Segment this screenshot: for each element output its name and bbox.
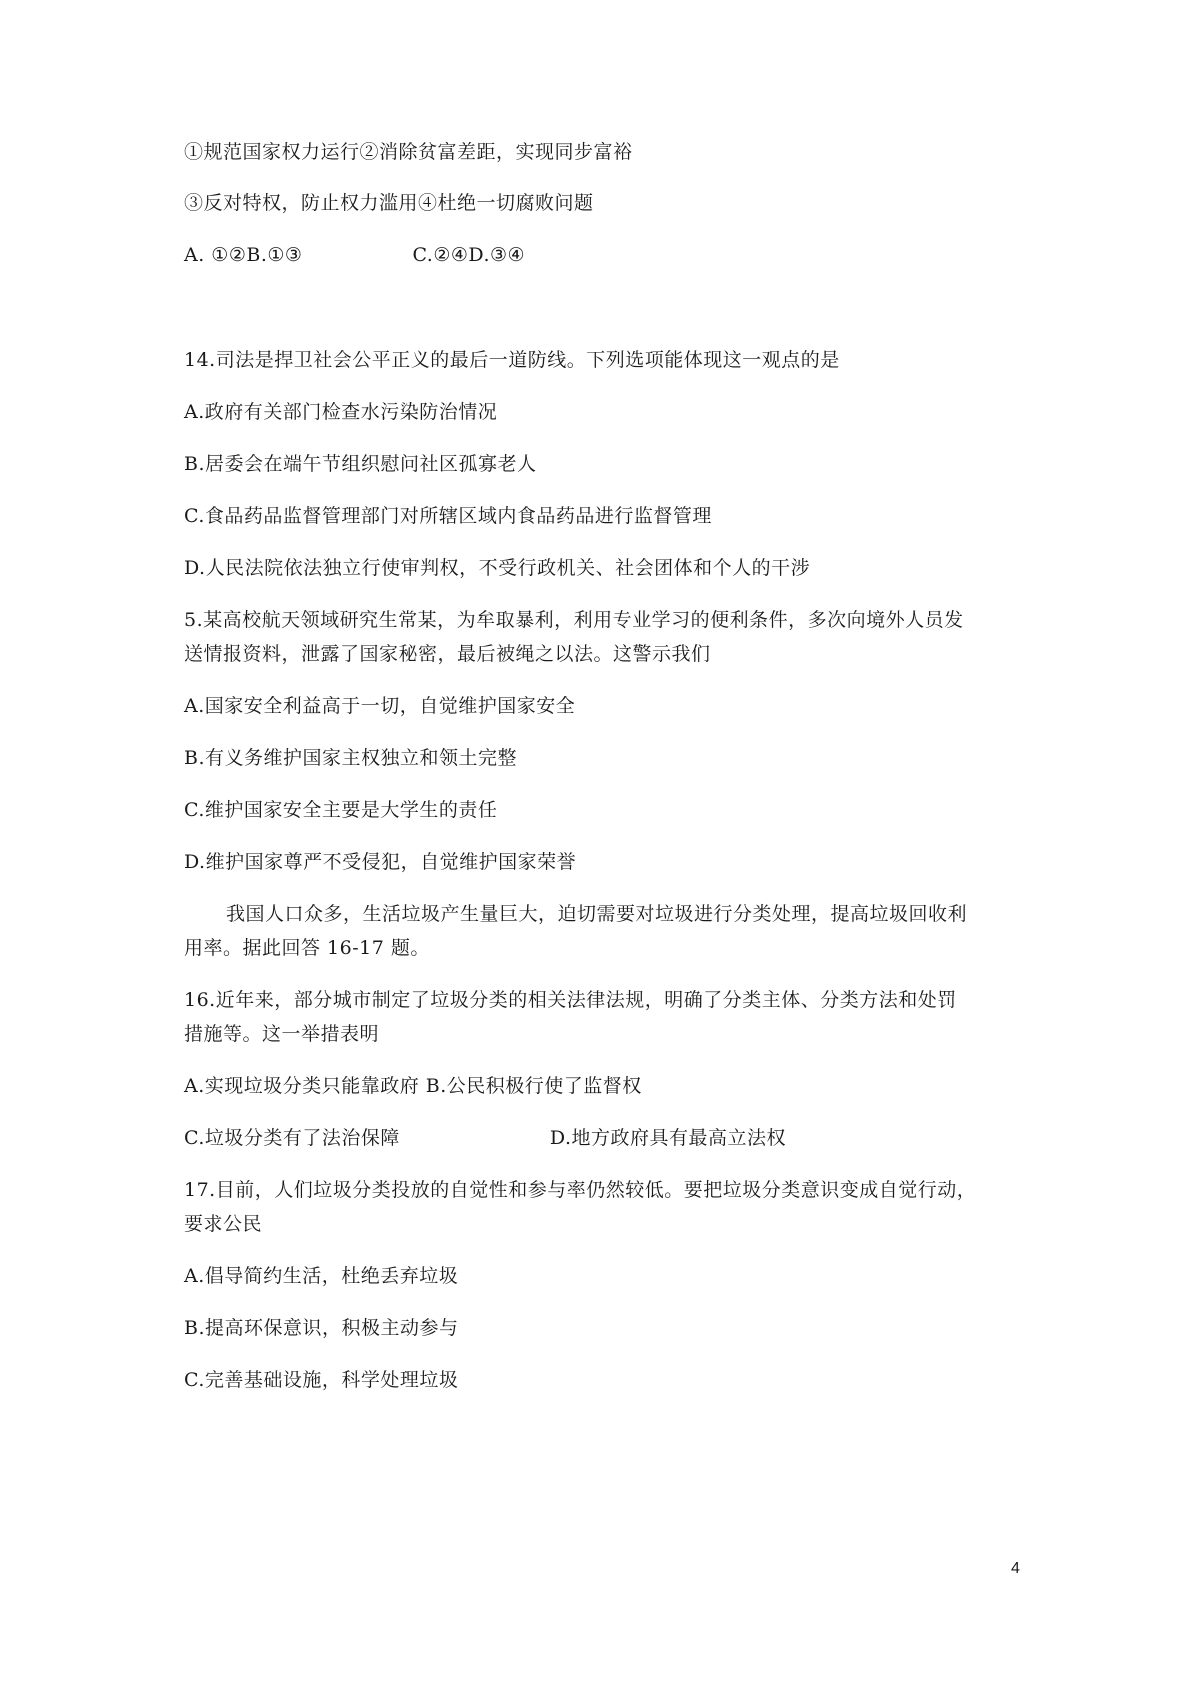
q16-options-ab: A.实现垃圾分类只能靠政府 B.公民积极行使了监督权 [184,1075,642,1097]
q17-option-a: A.倡导简约生活，杜绝丢弃垃圾 [184,1265,459,1287]
q13-options [184,242,525,268]
intro-line2: 用率。据此回答 16-17 题。 [184,937,430,959]
q15-stem-line1: 5.某高校航天领域研究生常某，为牟取暴利，利用专业学习的便利条件，多次向境外人员发 [184,609,964,631]
q17-option-b: B.提高环保意识，积极主动参与 [184,1317,459,1339]
q13-statements-line2: ③反对特权，防止权力滥用④杜绝一切腐败问题 [184,192,594,214]
q17-option-c: C.完善基础设施，科学处理垃圾 [184,1369,459,1391]
q16-stem-line2: 措施等。这一举措表明 [184,1023,380,1045]
q13-options-cd: C.②④D.③④ [412,244,526,266]
q15-option-a: A.国家安全利益高于一切，自觉维护国家安全 [184,695,576,717]
q15-option-d: D.维护国家尊严不受侵犯，自觉维护国家荣誉 [184,851,577,873]
q16-option-d: D.地方政府具有最高立法权 [549,1127,787,1149]
page-number: 4 [1011,1560,1020,1577]
q17-stem-line2: 要求公民 [184,1213,263,1235]
q16-options-cd [184,1125,786,1151]
q16-stem-line1: 16.近年来，部分城市制定了垃圾分类的相关法律法规，明确了分类主体、分类方法和处罚 [184,989,957,1011]
q14-option-d: D.人民法院依法独立行使审判权，不受行政机关、社会团体和个人的干涉 [184,557,811,579]
q14-stem: 14.司法是捍卫社会公平正义的最后一道防线。下列选项能体现这一观点的是 [184,349,840,371]
q13-statements-line1: ①规范国家权力运行②消除贫富差距，实现同步富裕 [184,141,633,163]
intro-line1: 我国人口众多，生活垃圾产生量巨大，迫切需要对垃圾进行分类处理，提高垃圾回收利 [226,903,968,925]
q14-option-a: A.政府有关部门检查水污染防治情况 [184,401,498,423]
q13-options-ab: A. ①②B.①③ [184,244,303,266]
q15-stem-line2: 送情报资料，泄露了国家秘密，最后被绳之以法。这警示我们 [184,643,711,665]
q15-option-c: C.维护国家安全主要是大学生的责任 [184,799,498,821]
q15-option-b: B.有义务维护国家主权独立和领土完整 [184,747,518,769]
q14-option-b: B.居委会在端午节组织慰问社区孤寡老人 [184,453,537,475]
q16-option-c: C.垃圾分类有了法治保障 [184,1127,400,1149]
q17-stem-line1: 17.目前，人们垃圾分类投放的自觉性和参与率仍然较低。要把垃圾分类意识变成自觉行动， [184,1179,977,1201]
q14-option-c: C.食品药品监督管理部门对所辖区域内食品药品进行监督管理 [184,505,712,527]
